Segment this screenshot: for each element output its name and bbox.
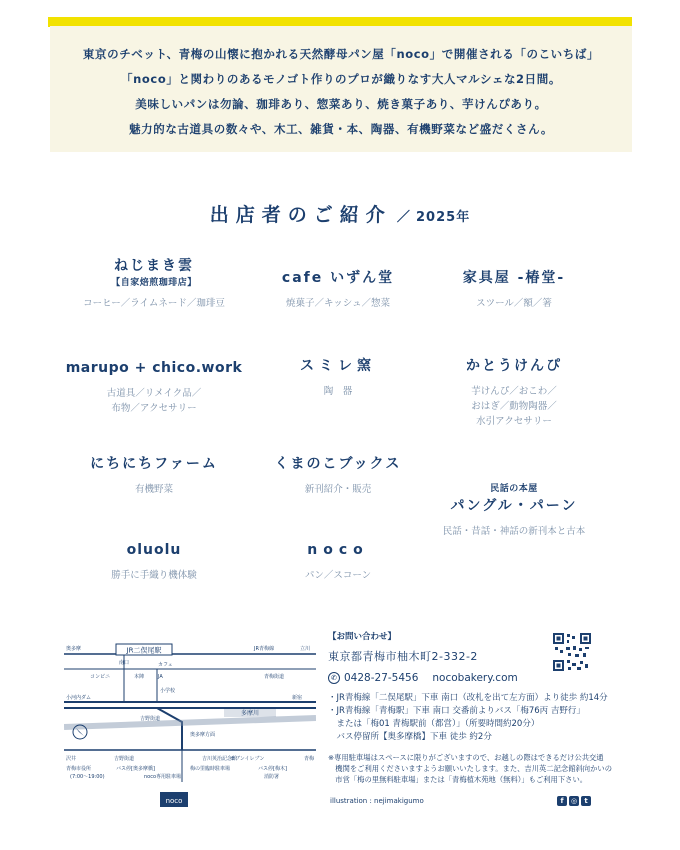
- intro-line: 美味しいパンは勿論、珈琲あり、惣菜あり、焼き菓子あり、芋けんぴあり。: [135, 97, 547, 111]
- map-label: カフェ: [158, 662, 173, 668]
- vendor-desc: 陶 器: [323, 386, 353, 397]
- map-label: バス停[梅木]: [258, 766, 287, 772]
- map-label: バス停[奥多摩橋]: [116, 766, 155, 772]
- section-title-slash: ／: [396, 210, 411, 225]
- map-label: 小河内ダム: [66, 695, 92, 701]
- vendor-name: かとうけんぴ: [466, 358, 562, 374]
- vendor-desc: 民話・昔話・神話の新刊本と古本: [442, 526, 586, 537]
- access-line: ・JR青梅線「青梅駅」下車 南口 交番前よりバス「梅76丙 吉野行」: [328, 706, 585, 716]
- intro-line: 東京のチベット、青梅の山懐に抱かれる天然酵母パン屋「noco」で開催される「のこいちば」: [82, 47, 600, 61]
- phone-icon: ✆: [328, 672, 340, 684]
- parking-note: [328, 752, 618, 785]
- vendor-desc: 水引アクセサリー: [476, 416, 552, 427]
- vendor-note: 【自家焙煎珈琲店】: [111, 278, 197, 288]
- vendor-desc: 有機野菜: [134, 484, 173, 495]
- map-label: 奥多摩方面: [190, 732, 216, 738]
- vendor-card: [414, 268, 614, 311]
- vendor-card: [54, 256, 254, 311]
- note-line: 市営「梅の里無料駐車場」または「青梅植木苑地（無料）」もご利用下さい。: [328, 775, 588, 784]
- map-label: JR青梅線: [254, 646, 274, 652]
- note-line: 機関をご利用くださいますようお願いいたします。また、吉川英二記念館斜向かいの: [328, 764, 612, 773]
- map-label: 消防署: [264, 774, 280, 780]
- vendor-desc: スツール／額／箸: [476, 298, 552, 309]
- intro-line: 魅力的な古道具の数々や、木工、雑貨・本、陶器、有機野菜など盛だくさん。: [129, 122, 553, 136]
- vendor-desc: 勝手に手織り機体験: [111, 570, 197, 581]
- contact-tel[interactable]: 0428-27-5456: [344, 672, 419, 684]
- vendor-name: ねじまき雲: [114, 258, 194, 274]
- vendor-desc: 焼菓子／キッシュ／惣菜: [285, 298, 391, 309]
- map-label: 小学校: [160, 688, 176, 694]
- social-links: [557, 796, 591, 806]
- vendor-card: [54, 454, 254, 497]
- vendor-desc: パン／スコーン: [304, 570, 372, 581]
- vendor-card: [414, 356, 614, 429]
- contact-address: 東京都青梅市柚木町2-332-2: [328, 650, 478, 663]
- vendor-card: [238, 454, 438, 497]
- vendor-card: [238, 268, 438, 311]
- noco-marker-label: noco: [165, 797, 183, 805]
- illustration-credit: illustration : nejimakigumo: [330, 797, 424, 805]
- map-label: 青梅市役所: [66, 766, 92, 772]
- section-title-main: 出店者のご紹介: [209, 204, 392, 226]
- contact-tel-row: [328, 672, 618, 684]
- access-line: または「梅01 青梅駅前（都営）」（所要時間約20分）: [328, 719, 540, 729]
- map-label: 吉川英治記念館: [202, 756, 238, 762]
- map-label: 多摩川: [240, 710, 260, 717]
- map-label: 立川: [300, 646, 311, 652]
- vendor-name: cafe いずん堂: [281, 270, 395, 286]
- vendor-name: スミレ窯: [300, 358, 376, 374]
- vendor-desc: コーヒー／ライムネード／珈琲豆: [83, 298, 225, 309]
- access-map: [64, 632, 316, 812]
- vendor-name: marupo + chico.work: [65, 360, 243, 376]
- tamagawa-river: [64, 718, 316, 727]
- map-label: noco専用駐車場: [144, 774, 182, 780]
- map-label: 南口: [119, 660, 130, 666]
- vendor-name: にちにちファーム: [90, 456, 218, 472]
- vendor-desc: おはぎ／動物陶器／: [471, 401, 557, 412]
- vendor-card: [414, 482, 614, 539]
- twitter-icon[interactable]: t: [581, 796, 591, 806]
- vendor-subtitle: 民話の本屋: [490, 484, 538, 494]
- map-label: 吉野街道: [140, 716, 161, 722]
- vendor-card: [54, 540, 254, 583]
- section-title-year: 2025年: [416, 210, 471, 225]
- intro-line: 「noco」と関わりのあるモノゴト作りのプロが織りなす大人マルシェな2日間。: [121, 72, 561, 86]
- map-label: 吉野街道: [114, 756, 135, 762]
- map-label: 沢井: [66, 756, 77, 762]
- vendor-name: パングル・パーン: [450, 498, 578, 514]
- access-line: バス停留所【奥多摩橋】下車 徒歩 約2分: [328, 732, 492, 742]
- vendor-name: くまのこブックス: [274, 456, 402, 472]
- map-label: 青梅街道: [264, 674, 285, 680]
- contact-site-link[interactable]: nocobakery.com: [432, 672, 518, 684]
- vendor-card: [238, 540, 438, 583]
- route-to-noco: [157, 708, 182, 750]
- map-label: 新宿: [292, 695, 303, 701]
- map-label: 梅の里臨時駐車場: [190, 766, 231, 772]
- access-line: ・JR青梅線「二俣尾駅」下車 南口（改札を出て左方面）より徒歩 約14分: [328, 693, 608, 703]
- intro-box: [50, 26, 632, 152]
- vendor-name: 家具屋 -椿堂-: [462, 270, 566, 286]
- note-line: ※専用駐車場はスペースに限りがございますので、お越しの際はできるだけ公共交通: [328, 753, 604, 762]
- map-label: 青梅: [304, 756, 315, 762]
- qr-code-icon[interactable]: [553, 633, 591, 671]
- map-label: (7:00〜19:00): [70, 774, 105, 780]
- access-info: [328, 692, 618, 744]
- vendor-desc: 古道具／リメイク品／: [106, 388, 202, 399]
- map-label: コンビニ: [90, 674, 111, 680]
- vendor-name: noco: [307, 542, 369, 558]
- vendor-card: [238, 356, 438, 399]
- instagram-icon[interactable]: ◎: [570, 797, 578, 805]
- station-label: JR二俣尾駅: [126, 646, 162, 655]
- vendor-desc: 布物／アクセサリー: [111, 403, 197, 414]
- vendor-card: [54, 358, 254, 416]
- map-label: 奥多摩: [66, 646, 82, 652]
- vendor-name: oluolu: [126, 542, 182, 558]
- facebook-icon[interactable]: f: [557, 796, 567, 806]
- vendor-desc: 芋けんぴ／おこわ／: [471, 386, 557, 397]
- section-title: [0, 200, 680, 227]
- vendor-desc: 新刊紹介・販売: [304, 484, 372, 495]
- map-label: JA: [158, 674, 163, 680]
- map-label: 本陣: [134, 674, 145, 680]
- contact-heading: 【お問い合わせ】: [328, 632, 397, 642]
- map-label: セブンイレブン: [230, 756, 265, 762]
